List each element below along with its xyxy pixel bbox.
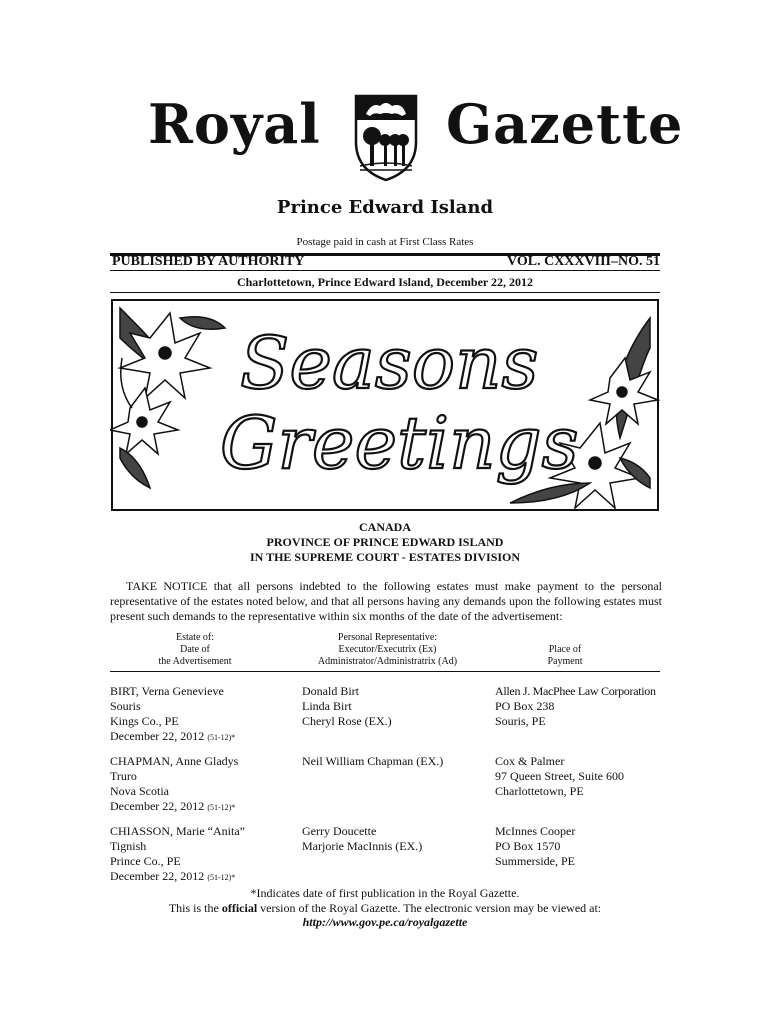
estate-location: Souris	[110, 699, 141, 713]
estate-name: CHAPMAN, Anne Gladys	[110, 754, 239, 768]
column-header-place	[520, 644, 610, 668]
estate-name: CHIASSON, Marie “Anita”	[110, 824, 245, 838]
representative-entry-birt	[302, 684, 392, 729]
estate-location: Tignish	[110, 839, 147, 853]
representative-name: Donald Birt	[302, 684, 359, 698]
banner-word-seasons: Seasons	[240, 321, 539, 405]
masthead-title-left: Royal	[148, 92, 321, 156]
place-entry-chapman	[495, 754, 624, 799]
representative-entry-chiasson	[302, 824, 422, 854]
estate-date: December 22, 2012	[110, 869, 205, 883]
estate-entry-chiasson	[110, 824, 245, 885]
column-header-representative	[300, 632, 475, 668]
estate-header-line: Estate of:	[175, 632, 215, 643]
volume-number: VOL. CXXXVIII–NO. 51	[507, 254, 660, 269]
representative-header-line: Personal Representative:	[337, 632, 438, 643]
masthead-subtitle: Prince Edward Island	[276, 197, 494, 218]
gazette-url-link[interactable]: http://www.gov.pe.ca/royalgazette	[302, 915, 468, 929]
footnote-first-publication: *Indicates date of first publication in the Royal Gazette.	[250, 886, 520, 900]
official-word: official	[221, 901, 258, 915]
place-line: Allen J. MacPhee Law Corporation	[495, 684, 656, 698]
column-header-estate	[140, 632, 250, 668]
representative-name: Gerry Doucette	[302, 824, 377, 838]
estate-code: (51-12)*	[207, 873, 236, 882]
representative-name: Cheryl Rose (EX.)	[302, 714, 392, 728]
estate-date: December 22, 2012	[110, 799, 205, 813]
seasons-greetings-banner	[110, 298, 660, 512]
representative-name: Linda Birt	[302, 699, 352, 713]
representative-header-line: Administrator/Administratrix (Ad)	[317, 656, 458, 667]
place-header-line: Place of	[548, 644, 582, 655]
place-line: McInnes Cooper	[495, 824, 576, 838]
header-rule	[110, 671, 660, 672]
estate-date-line	[110, 729, 235, 745]
dateline: Charlottetown, Prince Edward Island, December 22, 2012	[236, 275, 534, 289]
place-entry-birt	[495, 684, 656, 729]
representative-entry-chapman	[302, 754, 443, 769]
estate-date-line	[110, 799, 238, 815]
place-line: Charlottetown, PE	[495, 784, 584, 798]
place-line: Summerside, PE	[495, 854, 575, 868]
take-notice-paragraph	[110, 579, 662, 624]
heading-province: PROVINCE OF PRINCE EDWARD ISLAND	[266, 535, 504, 549]
rule-middle	[110, 270, 660, 271]
estate-name: BIRT, Verna Genevieve	[110, 684, 224, 698]
estate-code: (51-12)*	[207, 733, 236, 742]
notice-text: TAKE NOTICE that all persons indebted to the following estates must make payment to the personal representative of the estates noted below, and that all persons having any demands upon the following estates must present such demands to the representative within six months of the date of the advertisement:	[110, 579, 662, 623]
place-line: PO Box 238	[495, 699, 555, 713]
place-line: Cox & Palmer	[495, 754, 565, 768]
estate-date: December 22, 2012	[110, 729, 205, 743]
rule-bottom	[110, 292, 660, 293]
place-line: Souris, PE	[495, 714, 546, 728]
representative-name: Marjorie MacInnis (EX.)	[302, 839, 423, 853]
estate-entry-birt	[110, 684, 235, 745]
banner-word-greetings: Greetings	[220, 401, 579, 485]
estate-entry-chapman	[110, 754, 238, 815]
official-text-before: This is the	[168, 901, 222, 915]
published-by: PUBLISHED BY AUTHORITY	[112, 254, 305, 269]
estate-header-line: Date of	[180, 644, 210, 655]
representative-header-line: Executor/Executrix (Ex)	[338, 644, 437, 655]
crest-icon	[350, 92, 422, 182]
representative-name: Neil William Chapman (EX.)	[302, 754, 444, 768]
estate-location: Kings Co., PE	[110, 714, 179, 728]
place-line: 97 Queen Street, Suite 600	[495, 769, 624, 783]
estate-code: (51-12)*	[207, 803, 236, 812]
heading-canada: CANADA	[359, 520, 411, 534]
estate-location: Truro	[110, 769, 137, 783]
estate-location: Nova Scotia	[110, 784, 169, 798]
place-header-line: Payment	[547, 656, 583, 667]
estate-date-line	[110, 869, 245, 885]
masthead-title-right: Gazette	[446, 92, 684, 156]
place-line: PO Box 1570	[495, 839, 561, 853]
footnote-official-version	[0, 901, 770, 916]
estate-header-line: the Advertisement	[158, 656, 232, 667]
place-entry-chiasson	[495, 824, 575, 869]
estate-location: Prince Co., PE	[110, 854, 181, 868]
official-text-after: version of the Royal Gazette. The electronic version may be viewed at:	[257, 901, 602, 915]
masthead	[0, 92, 770, 192]
heading-court: IN THE SUPREME COURT - ESTATES DIVISION	[249, 550, 521, 564]
postage-note: Postage paid in cash at First Class Rates	[296, 236, 474, 248]
